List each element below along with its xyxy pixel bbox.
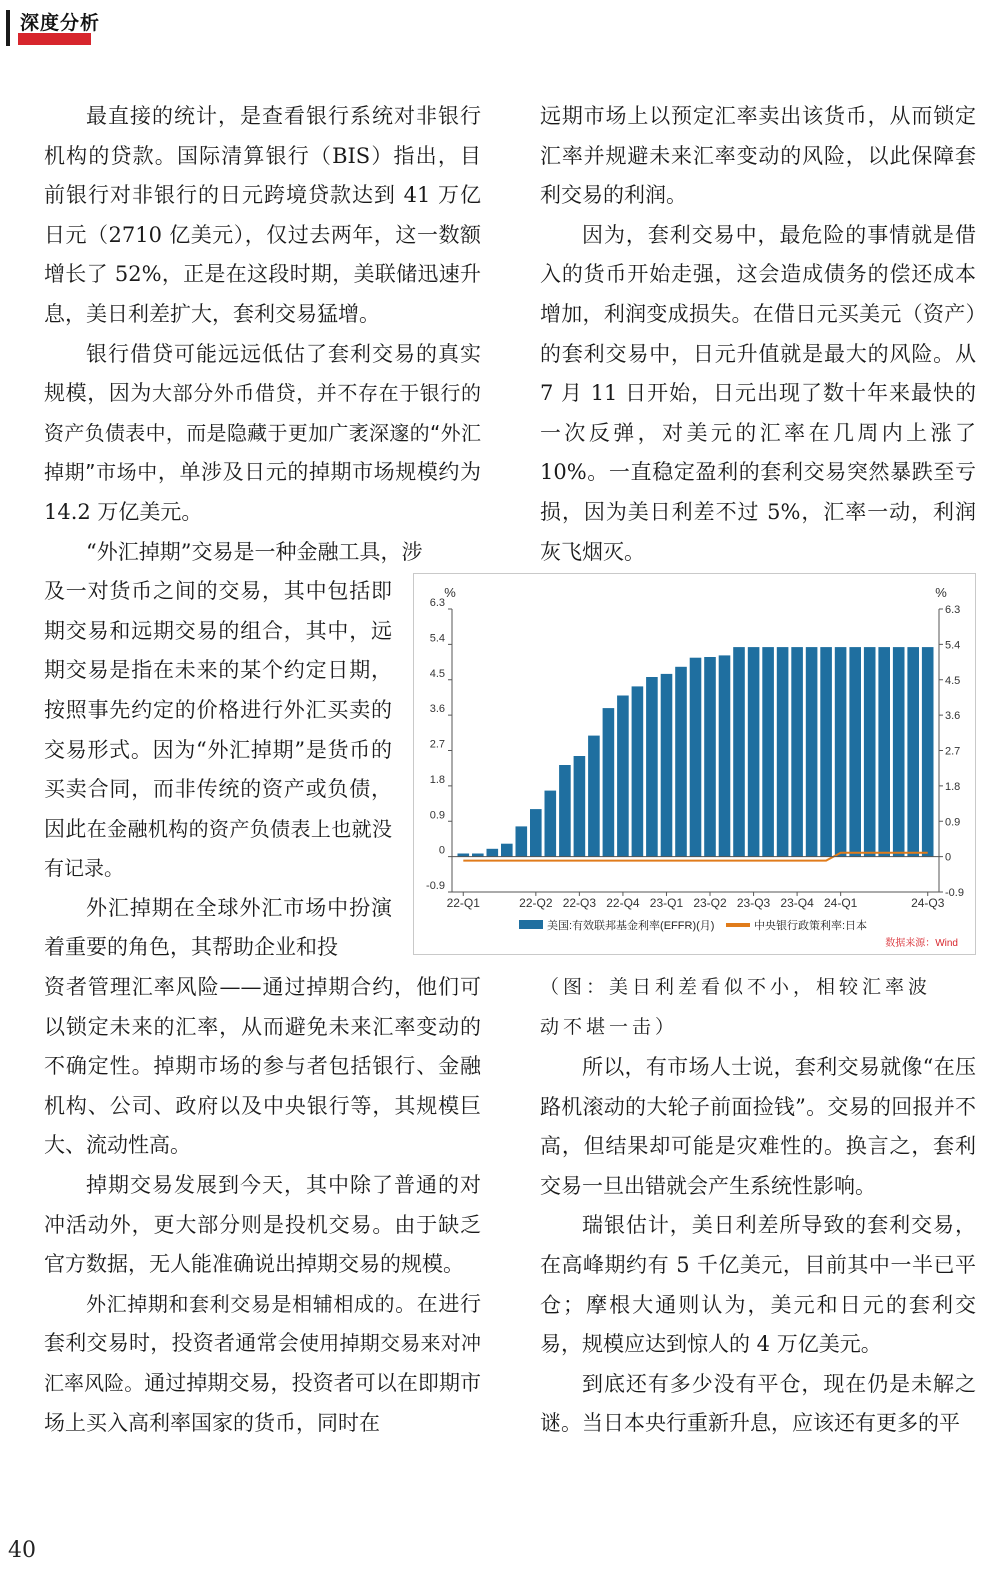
paragraph: 因为，套利交易中，最危险的事情就是借入的货币开始走强，这会造成债务的偿还成本增加，利润变成损失。在借日元买美元（资产）的套利交易中，日元升值就是最大的风险。从 7 月 11 日开始，日元出现了数十年来最快的一次反弹，对美元的汇率在几周内上涨了 10%。一直稳定盈利的套利交易突然暴跌至亏损，因为美日利差不过 5%，汇率一动，利润灰飞烟灭。 bbox=[540, 222, 976, 564]
chart-bar bbox=[559, 765, 571, 857]
caption-line: 动不堪一击） bbox=[540, 1015, 679, 1038]
x-tick-label: 23-Q4 bbox=[780, 896, 814, 910]
chart-bar bbox=[603, 708, 615, 857]
chart-bar bbox=[704, 657, 716, 857]
y-tick-label-right: 2.7 bbox=[945, 745, 961, 758]
paragraph: 外汇掉期在全球外汇市场中扮演着重要的角色，其帮助企业和投 bbox=[44, 895, 392, 960]
text-run: ，单涉及日元的掉期市场规模约为 14.2 万亿美元。 bbox=[44, 460, 481, 524]
chart-bar bbox=[806, 647, 818, 857]
y-tick-label-left: 1.8 bbox=[429, 773, 445, 786]
right-column-bottom bbox=[540, 1048, 976, 1444]
paragraph: 远期市场上以预定汇率卖出该货币，从而锁定汇率并规避未来汇率变动的风险，以此保障套利交易的利润。 bbox=[540, 104, 976, 208]
bold-text: 使用掉期交易来对冲汇率风险。 bbox=[44, 1331, 481, 1395]
text-run: 银行借贷可能远远低估了套利交易的真实规模，因为 bbox=[44, 341, 481, 406]
y-tick-label-right: -0.9 bbox=[945, 887, 964, 899]
y-tick-label-right: 6.3 bbox=[945, 604, 961, 616]
chart-bar bbox=[893, 647, 905, 857]
y-tick-label-right: 1.8 bbox=[945, 780, 961, 793]
paragraph bbox=[44, 572, 392, 889]
text-run: 通过掉期交易，投资者可以在即期市场上买入高利率国家的货币，同时在 bbox=[44, 1371, 481, 1435]
paragraph bbox=[44, 533, 481, 573]
chart-bar bbox=[661, 674, 673, 857]
y-tick-label-right: 5.4 bbox=[945, 639, 961, 652]
x-tick-label: 22-Q3 bbox=[562, 896, 597, 910]
page-number: 40 bbox=[8, 1538, 36, 1563]
paragraph: 最直接的统计，是查看银行系统对非银行机构的贷款。国际清算银行（BIS）指出，目前银行对非银行的日元跨境贷款达到 41 万亿日元（2710 亿美元），仅过去两年，这一数额增长了 52%，正是在这段时期，美联储迅速升息，美日利差扩大，套利交易猛增。 bbox=[44, 104, 481, 326]
x-tick-label: 24-Q1 bbox=[823, 896, 858, 910]
paragraph: 所以，有市场人士说，套利交易就像“在压路机滚动的大轮子前面捡钱”。交易的回报并不高，但结果却可能是灾难性的。换言之，套利交易一旦出错就会产生系统性影响。 bbox=[540, 1055, 976, 1198]
legend-label-japan: 中央银行政策利率:日本 bbox=[754, 920, 868, 932]
chart-bar bbox=[675, 667, 687, 857]
y-tick-label-left: 6.3 bbox=[429, 597, 445, 609]
paragraph: 资者管理汇率风险——通过掉期合约，他们可以锁定未来的汇率，从而避免未来汇率变动的不确定性。掉期市场的参与者包括银行、金融机构、公司、政府以及中央银行等，其规模巨大、流动性高。 bbox=[44, 975, 481, 1158]
chart-bar bbox=[835, 647, 847, 857]
chart-bar bbox=[791, 647, 803, 857]
legend-swatch-japan bbox=[726, 923, 750, 927]
y-tick-label-right: 0.9 bbox=[945, 816, 961, 829]
chart-bar bbox=[820, 647, 832, 857]
rate-chart bbox=[413, 573, 976, 955]
chart-bar bbox=[632, 686, 644, 856]
chart-source: 数据来源：Wind bbox=[885, 938, 958, 949]
chart-bar bbox=[501, 844, 513, 857]
y-tick-label-right: 4.5 bbox=[945, 674, 961, 687]
y-tick-label-left: 5.4 bbox=[429, 632, 445, 645]
bold-text: 在金融机构的资产负债表上也就没有记录。 bbox=[44, 816, 392, 881]
chart-bar bbox=[574, 756, 586, 857]
x-tick-label: 22-Q4 bbox=[606, 896, 640, 910]
chart-bar bbox=[864, 647, 876, 857]
text-run: 。在进行套利交易时，投资者通常会 bbox=[44, 1291, 482, 1356]
chart-bar bbox=[530, 809, 542, 857]
chart-bar bbox=[545, 791, 557, 857]
text-run: 及一对货币之间的交易，其中包括即期交易和远期交易的组合，其中，远期交易是指在未来的某个约定日期，按照事先约定的价格进行外汇买卖的交易形式。因为“外汇掉期”是货币的买卖合同，而非传统的资产或负债，因此 bbox=[44, 579, 392, 841]
chart-bar bbox=[719, 655, 731, 856]
y-tick-label-left: 3.6 bbox=[429, 703, 445, 716]
chart-bar bbox=[516, 826, 528, 856]
paragraph bbox=[44, 1285, 481, 1443]
chart-bar bbox=[748, 647, 760, 857]
y-tick-label-left: 0.9 bbox=[429, 809, 445, 822]
x-tick-label: 23-Q3 bbox=[736, 896, 771, 910]
x-tick-label: 23-Q2 bbox=[693, 896, 727, 910]
section-bar bbox=[6, 10, 10, 46]
y-tick-label-right: 0 bbox=[945, 851, 952, 864]
wrapped-text-block bbox=[44, 572, 392, 968]
chart-bar bbox=[690, 658, 702, 857]
bold-text: 外汇掉期和套利交易是相辅相成的 bbox=[86, 1291, 396, 1316]
chart-bar bbox=[922, 647, 934, 857]
chart-bar bbox=[733, 647, 745, 857]
chart-bar bbox=[907, 647, 919, 857]
chart-bar bbox=[588, 736, 600, 857]
x-tick-label: 22-Q1 bbox=[446, 896, 480, 910]
x-tick-label: 24-Q3 bbox=[911, 896, 945, 910]
paragraph: 到底还有多少没有平仓，现在仍是未解之谜。当日本央行重新升息，应该还有更多的平 bbox=[540, 1371, 976, 1436]
y-tick-label-left: -0.9 bbox=[426, 880, 445, 892]
y-tick-label-right: 3.6 bbox=[945, 710, 961, 723]
x-tick-label: 23-Q1 bbox=[649, 896, 684, 910]
y-tick-label-left: 4.5 bbox=[429, 667, 445, 680]
caption-line: （图：美日利差看似不小，相较汇率波 bbox=[540, 976, 932, 998]
y-axis-unit-right: % bbox=[935, 585, 947, 600]
figure-caption bbox=[540, 968, 976, 1047]
chart-svg bbox=[414, 574, 975, 954]
y-tick-label-left: 0 bbox=[438, 844, 445, 857]
chart-bar bbox=[849, 647, 861, 857]
y-axis-unit-left: % bbox=[444, 585, 456, 600]
chart-bar bbox=[762, 647, 774, 857]
chart-bar bbox=[617, 696, 629, 857]
chart-bar bbox=[878, 647, 890, 857]
paragraph: 掉期交易发展到今天，其中除了普通的对冲活动外，更大部分则是投机交易。由于缺乏官方数据，无人能准确说出掉期交易的规模。 bbox=[44, 1173, 481, 1277]
legend-swatch-us bbox=[519, 920, 543, 929]
paragraph bbox=[44, 335, 481, 533]
right-column-top bbox=[540, 97, 976, 572]
chart-bar bbox=[646, 677, 658, 857]
section-label: 深度分析 bbox=[20, 12, 101, 34]
chart-bar bbox=[487, 849, 499, 857]
bold-text: 大部分外币借贷，并不存在于银行的资产负债表中，而是隐藏于更加广袤深邃的“外汇掉期”市场中 bbox=[44, 381, 481, 485]
x-tick-label: 22-Q2 bbox=[519, 896, 553, 910]
legend-label-us: 美国:有效联邦基金利率(EFFR)(月) bbox=[547, 920, 715, 932]
paragraph: 瑞银估计，美日利差所导致的套利交易，在高峰期约有 5 千亿美元，目前其中一半已平仓；摩根大通则认为，美元和日元的套利交易，规模应达到惊人的 4 万亿美元。 bbox=[540, 1213, 976, 1357]
y-tick-label-left: 2.7 bbox=[429, 738, 445, 751]
text-run: “外汇掉期”交易是一种金融工具，涉 bbox=[86, 539, 423, 564]
chart-bar bbox=[777, 647, 789, 857]
